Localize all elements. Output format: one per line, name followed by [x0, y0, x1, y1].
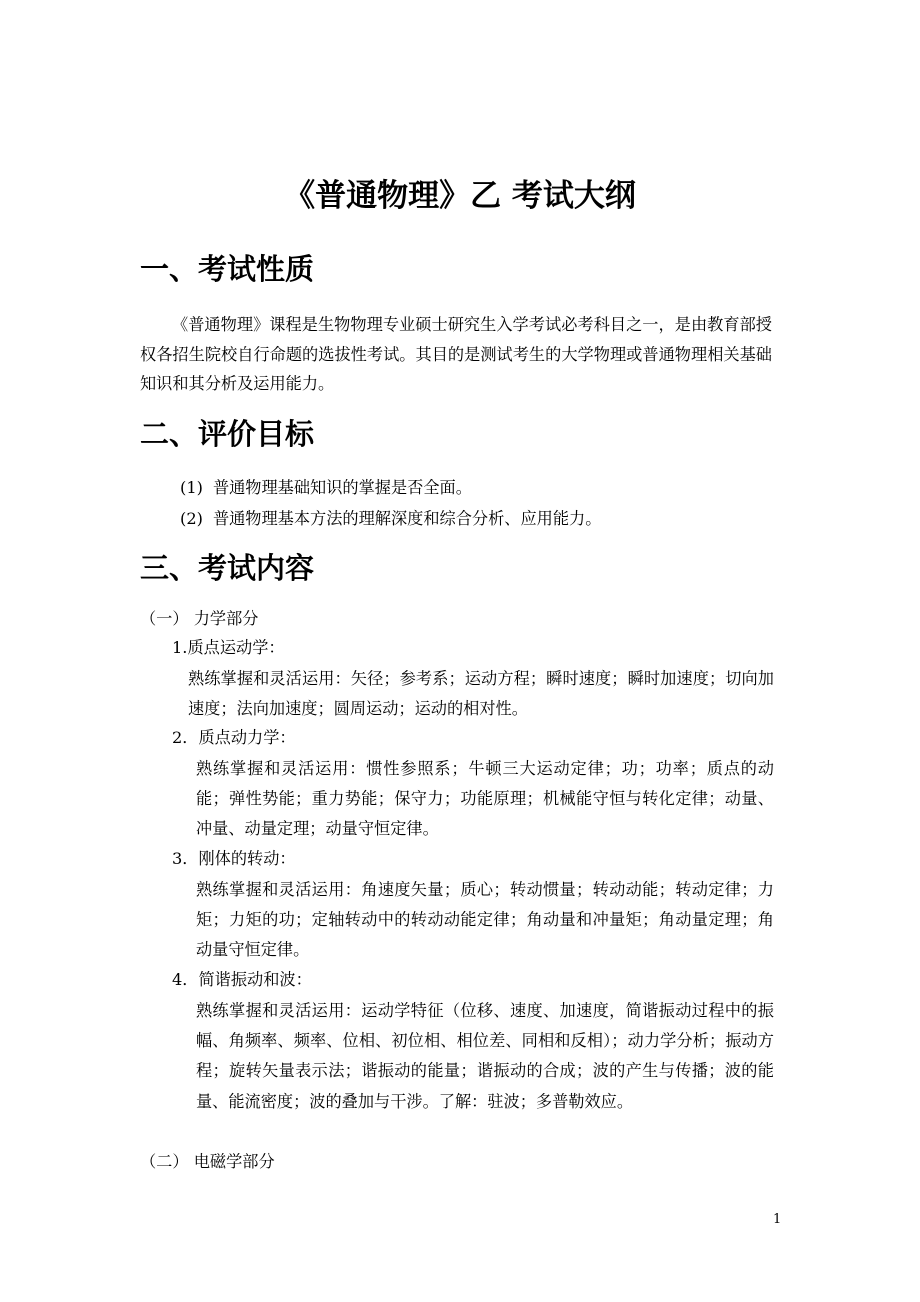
topic-title-dynamics: 2．质点动力学：	[172, 728, 296, 747]
goal-item-number: (2)	[180, 509, 203, 528]
goal-item-text: 普通物理基本方法的理解深度和综合分析、应用能力。	[212, 509, 602, 528]
goal-item-2	[180, 505, 601, 533]
document-title: 《普通物理》乙 考试大纲	[284, 178, 636, 214]
page-number: 1	[773, 1212, 782, 1227]
topic-title-oscillation-wave: 4．简谐振动和波：	[172, 970, 312, 989]
part-label-electromagnetism: （二） 电磁学部分	[140, 1152, 275, 1171]
goal-item-number: (1)	[180, 478, 203, 497]
topic-body-dynamics: 熟练掌握和灵活运用：惯性参照系；牛顿三大运动定律；功；功率；质点的动能；弹性势能；重力势能；保守力；功能原理；机械能守恒与转化定律；动量、冲量、动量定理；动量守恒定律。	[196, 759, 774, 839]
section-heading-content: 三、考试内容	[140, 551, 315, 585]
topic-title-rigid-body: 3．刚体的转动：	[172, 849, 296, 868]
section-heading-goals: 二、评价目标	[140, 417, 315, 451]
goal-item-1	[180, 474, 472, 502]
topic-body-oscillation-wave: 熟练掌握和灵活运用：运动学特征（位移、速度、加速度，简谐振动过程中的振幅、角频率、频率、位相、初位相、相位差、同相和反相）；动力学分析；振动方程；旋转矢量表示法；谐振动的能量；谐振动的合成；波的产生与传播；波的能量、能流密度；波的叠加与干涉。了解：驻波；多普勒效应。	[196, 1001, 774, 1111]
nature-paragraph: 《普通物理》课程是生物物理专业硕士研究生入学考试必考科目之一，是由教育部授权各招生院校自行命题的选拔性考试。其目的是测试考生的大学物理或普通物理相关基础知识和其分析及运用能力。	[140, 315, 772, 394]
topic-title-kinematics: 1.质点运动学：	[172, 638, 285, 657]
topic-body-rigid-body: 熟练掌握和灵活运用：角速度矢量；质心；转动惯量；转动动能；转动定律；力矩；力矩的功；定轴转动中的转动动能定律；角动量和冲量矩；角动量定理；角动量守恒定律。	[196, 880, 774, 960]
topic-body-kinematics: 熟练掌握和灵活运用：矢径；参考系；运动方程；瞬时速度；瞬时加速度；切向加速度；法向加速度；圆周运动；运动的相对性。	[188, 669, 774, 719]
part-label-mechanics: （一） 力学部分	[140, 609, 259, 628]
goal-item-text: 普通物理基础知识的掌握是否全面。	[212, 478, 472, 497]
section-heading-nature: 一、考试性质	[140, 252, 315, 286]
